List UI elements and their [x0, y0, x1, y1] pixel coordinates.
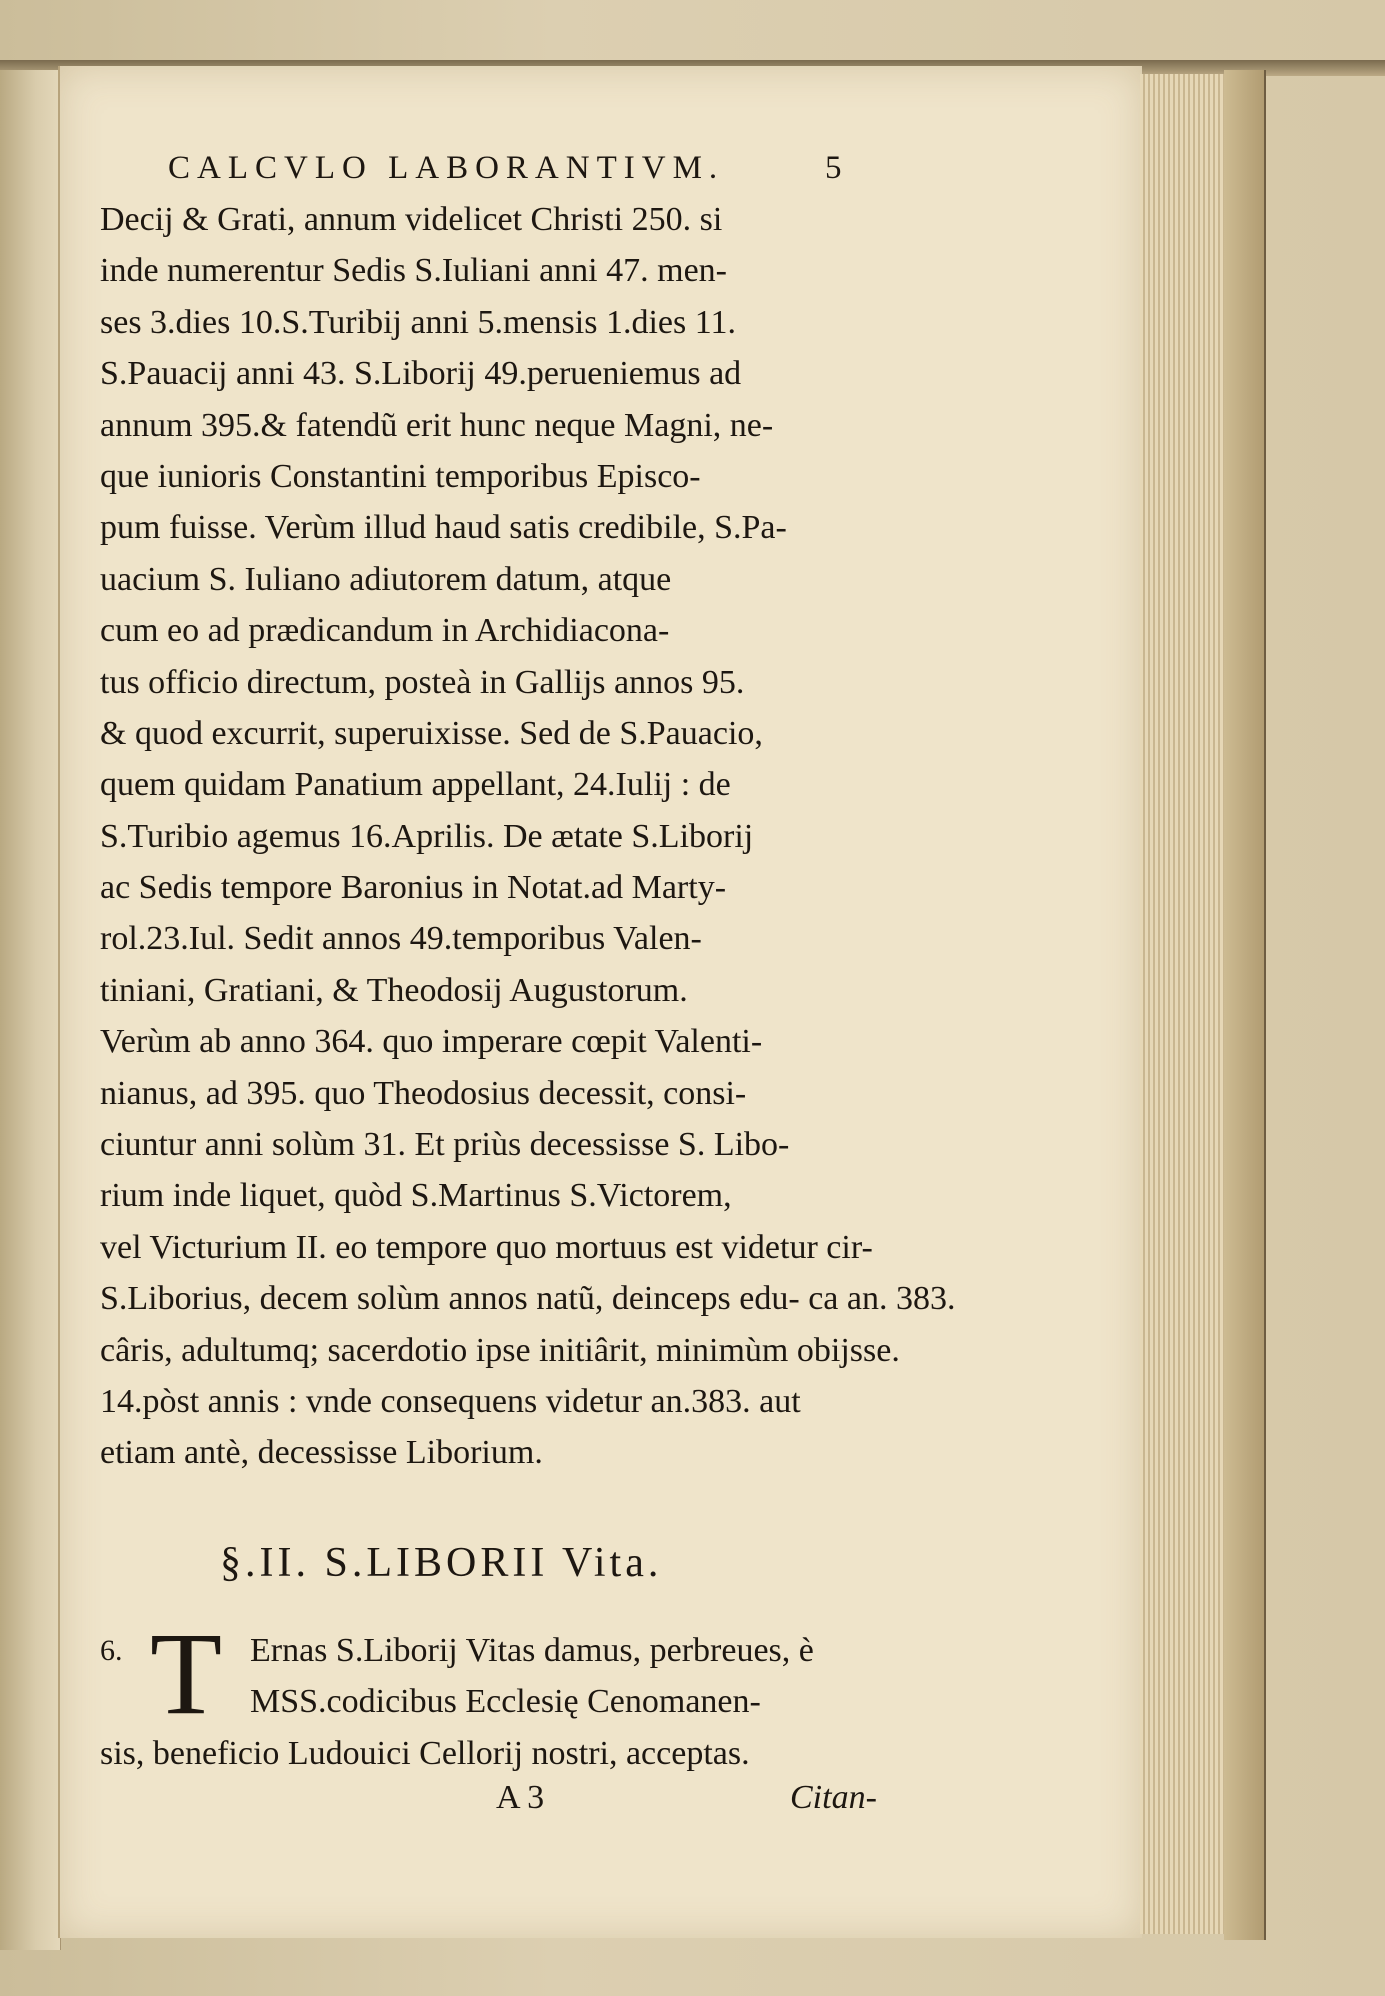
text-line: 14.pòst annis : vnde consequens videtur an.383. aut [100, 1382, 801, 1420]
vita-paragraph [100, 1607, 1000, 1779]
text-line: sis, beneficio Ludouici Cellorij nostri, acceptas. [100, 1734, 750, 1772]
text-line: tiniani, Gratiani, & Theodosij Augustorum. [100, 971, 688, 1009]
text-line: S.Liborius, decem solùm annos natũ, deinceps edu- ca an. 383. [100, 1280, 956, 1318]
text-line: & quod excurrit, superuixisse. Sed de S.Pauacio, [100, 714, 763, 752]
text-line: câris, adultumq; sacerdotio ipse initiârit, minimùm obijsse. [100, 1331, 900, 1369]
book-cover-edge [1224, 70, 1266, 1940]
text-line: Ernas S.Liborij Vitas damus, perbreues, è [250, 1631, 814, 1669]
left-page-edge [0, 70, 61, 1950]
page-footer [100, 1779, 1000, 1831]
text-line: ac Sedis tempore Baronius in Notat.ad Marty- [100, 869, 727, 907]
text-line: inde numerentur Sedis S.Iuliani anni 47. men- [100, 252, 727, 290]
text-line: uacium S. Iuliano adiutorem datum, atque [100, 560, 672, 598]
paragraph-number: 6. [100, 1633, 123, 1667]
text-line: Verùm ab anno 364. quo imperare cœpit Valenti- [100, 1023, 763, 1061]
text-line: cum eo ad prædicandum in Archidiacona- [100, 612, 670, 650]
text-line: MSS.codicibus Ecclesię Cenomanen- [250, 1683, 761, 1721]
catchword: Citan- [790, 1778, 877, 1816]
text-line: S.Pauacij anni 43. S.Liborij 49.perueniemus ad [100, 355, 742, 393]
section-title: §.II. S.LIBORII Vita. [220, 1539, 663, 1586]
text-line: rium inde liquet, quòd S.Martinus S.Victorem, [100, 1177, 732, 1215]
text-line: nianus, ad 395. quo Theodosius decessit, consi- [100, 1074, 747, 1112]
text-line: annum 395.& fatendũ erit hunc neque Magni, ne- [100, 406, 774, 444]
page-text [100, 150, 1000, 1831]
text-line: Decij & Grati, annum videlicet Christi 250. si [100, 201, 723, 238]
text-line: S.Turibio agemus 16.Aprilis. De ætate S.Liborij [100, 817, 754, 855]
text-line: que iunioris Constantini temporibus Episco- [100, 457, 701, 495]
page-edges [1140, 74, 1227, 1934]
text-line: ses 3.dies 10.S.Turibij anni 5.mensis 1.dies 11. [100, 303, 736, 341]
text-line: tus officio directum, posteà in Gallijs annos 95. [100, 663, 745, 701]
page-number: 5 [825, 150, 849, 186]
body-text [100, 194, 1000, 1479]
text-line: vel Victurium II. eo tempore quo mortuus est videtur cir- [100, 1228, 873, 1266]
text-line: pum fuisse. Verùm illud haud satis credibile, S.Pa- [100, 509, 787, 547]
text-line: ciuntur anni solùm 31. Et priùs decessisse S. Libo- [100, 1126, 790, 1164]
text-line: etiam antè, decessisse Liborium. [100, 1434, 543, 1472]
text-line: rol.23.Iul. Sedit annos 49.temporibus Valen- [100, 920, 702, 958]
running-head: CALCVLO LABORANTIVM. [168, 150, 725, 186]
page-header [100, 150, 1000, 194]
drop-cap: T [150, 1607, 223, 1739]
text-line: quem quidam Panatium appellant, 24.Iulij : de [100, 766, 731, 804]
signature-mark: A 3 [496, 1778, 545, 1816]
